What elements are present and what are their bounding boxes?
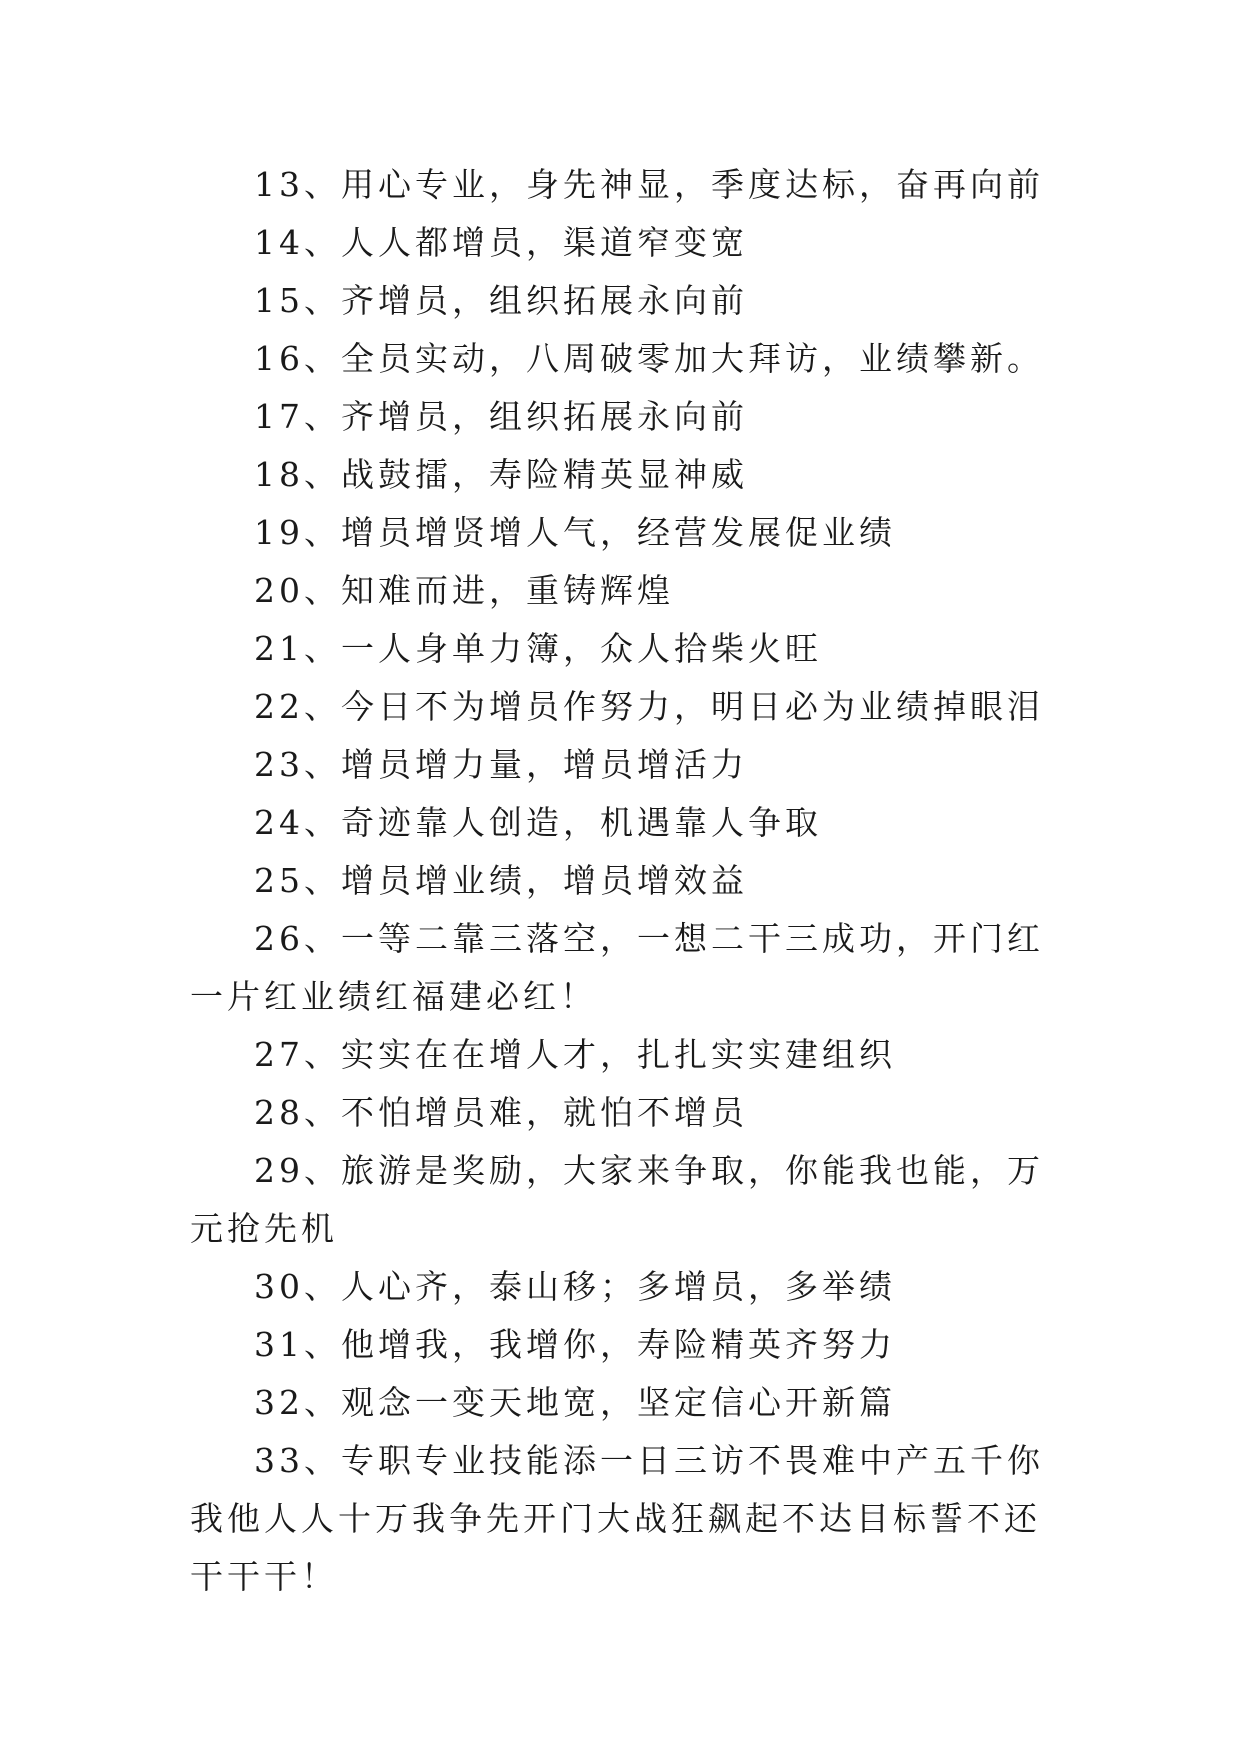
list-item: 23、增员增力量，增员增活力 xyxy=(254,745,748,784)
list-item: 26、一等二靠三落空，一想二干三成功，开门红一片红业绩红福建必红！ xyxy=(190,919,1044,1016)
list-item: 19、增员增贤增人气，经营发展促业绩 xyxy=(254,513,896,552)
list-item: 16、全员实动，八周破零加大拜访，业绩攀新。 xyxy=(254,339,1044,378)
list-item: 13、用心专业，身先神显，季度达标，奋再向前 xyxy=(254,165,1044,204)
list-item: 22、今日不为增员作努力，明日必为业绩掉眼泪 xyxy=(254,687,1044,726)
list-item: 29、旅游是奖励，大家来争取，你能我也能，万元抢先机 xyxy=(190,1151,1044,1248)
list-item: 30、人心齐，泰山移；多增员，多举绩 xyxy=(254,1267,896,1306)
list-item: 21、一人身单力簿，众人拾柴火旺 xyxy=(254,629,822,668)
list-item: 20、知难而进，重铸辉煌 xyxy=(254,571,674,610)
list-item: 18、战鼓擂，寿险精英显神威 xyxy=(254,455,748,494)
list-item: 24、奇迹靠人创造，机遇靠人争取 xyxy=(254,803,822,842)
list-item: 32、观念一变天地宽，坚定信心开新篇 xyxy=(254,1383,896,1422)
list-item: 14、人人都增员，渠道窄变宽 xyxy=(254,223,748,262)
list-item: 33、专职专业技能添一日三访不畏难中产五千你我他人人十万我争先开门大战狂飙起不达目标誓不还干干干！ xyxy=(190,1441,1044,1596)
list-item: 28、不怕增员难，就怕不增员 xyxy=(254,1093,748,1132)
list-item: 15、齐增员，组织拓展永向前 xyxy=(254,281,748,320)
list-item: 17、齐增员，组织拓展永向前 xyxy=(254,397,748,436)
slogan-list xyxy=(190,156,1050,1606)
list-item: 31、他增我，我增你，寿险精英齐努力 xyxy=(254,1325,896,1364)
list-item: 25、增员增业绩，增员增效益 xyxy=(254,861,748,900)
list-item: 27、实实在在增人才，扎扎实实建组织 xyxy=(254,1035,896,1074)
